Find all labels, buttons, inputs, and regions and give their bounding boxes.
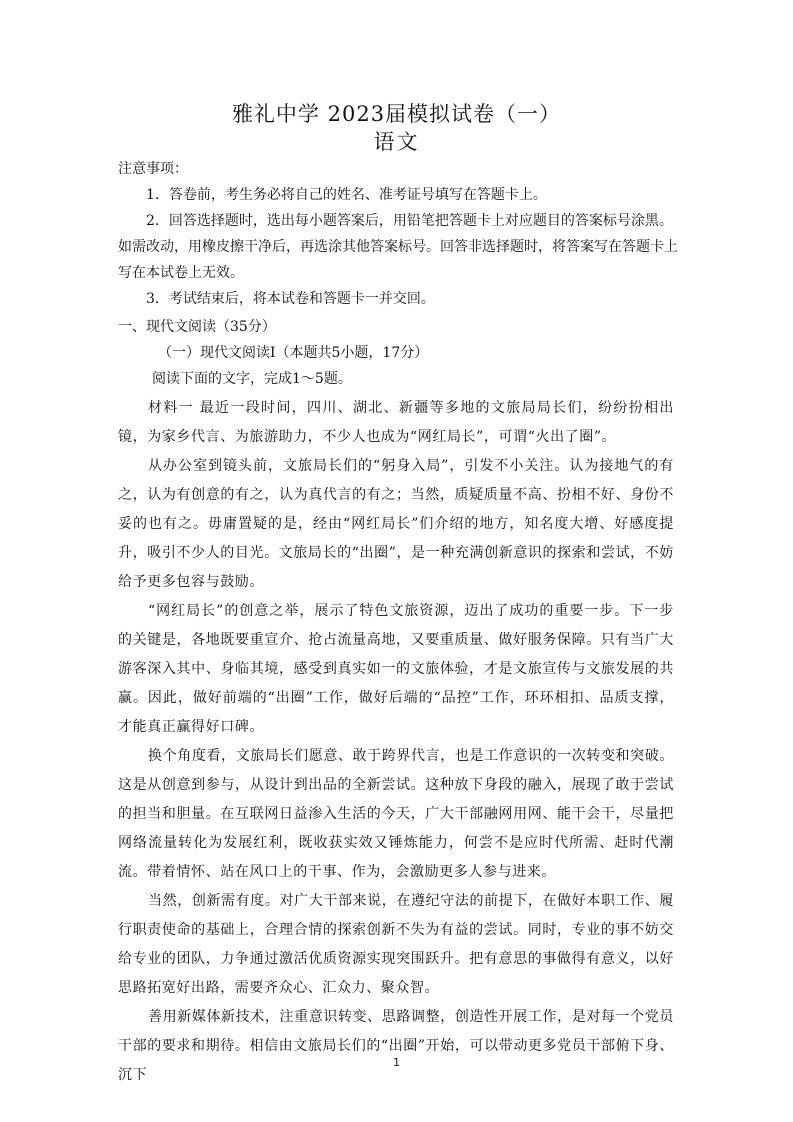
subject-title: 语文 (373, 130, 420, 154)
passage-paragraph: 当然，创新需有度。对广大干部来说，在遵纪守法的前提下，在做好本职工作、履行职责使命的基础上，合理合情的探索创新不失为有益的尝试。同时，专业的事不妨交给专业的团队，力争通过激活优质资源实现突围跃升。把有意思的事做得有意义，以好思路拓宽好出路，需要齐众心、汇众力、聚众智。 (118, 893, 674, 996)
notice-item: 2．回答选择题时，选出每小题答案后，用铅笔把答题卡上对应题目的答案标号涂黑。如需改动，用橡皮擦干净后，再选涂其他答案标号。回答非选择题时，将答案写在答题卡上写在本试卷上无效。 (118, 213, 678, 281)
page-number: 1 (393, 1056, 400, 1069)
passage-paragraph: 换个角度看，文旅局长们愿意、敢于跨界代言，也是工作意识的一次转变和突破。这是从创意到参与，从设计到出品的全新尝试。这种放下身段的融入，展现了敢于尝试的担当和胆量。在互联网日益渗入生活的今天，广大干部融网用网、能干会干，尽量把网络流量转化为发展红利，既收获实效又锤炼能力，何尝不是应时代所需、赶时代潮流。带着情怀、站在风口上的干事、作为，会激励更多人参与进来。 (118, 748, 674, 880)
reading-instruction: 阅读下面的文字，完成1～5题。 (152, 371, 352, 387)
passage-paragraph: 从办公室到镜头前，文旅局长们的“躬身入局”，引发不小关注。认为接地气的有之，认为有创意的有之，认为真代言的有之；当然，质疑质量不高、扮相不好、身份不妥的也有之。毋庸置疑的是，经由“网红局长”们介绍的地方，知名度大增、好感度提升，吸引不少人的目光。文旅局长的“出圈”，是一种充满创新意识的探索和尝试，不妨给予更多包容与鼓励。 (118, 458, 674, 590)
passage-paragraph: 材料一 最近一段时间，四川、湖北、新疆等多地的文旅局局长们，纷纷扮相出镜，为家乡代言、为旅游助力，不少人也成为“网红局长”，可谓“火出了圈”。 (118, 400, 674, 445)
reading-passage (118, 394, 674, 1090)
passage-paragraph: “网红局长”的创意之举，展示了特色文旅资源，迈出了成功的重要一步。下一步的关键是，各地既要重宣介、抢占流量高地，又要重质量、做好服务保障。只有当广大游客深入其中、身临其境，感受到真实如一的文旅体验，才是文旅宣传与文旅发展的共赢。因此，做好前端的“出圈”工作，做好后端的“品控”工作，环环相扣、品质支撑，才能真正赢得好口碑。 (118, 603, 674, 735)
notice-item: 1．答卷前，考生务必将自己的姓名、准考证号填写在答题卡上。 (146, 187, 547, 203)
section-heading-block (118, 314, 678, 392)
notice-block (118, 156, 678, 312)
notice-item: 3．考试结束后，将本试卷和答题卡一并交回。 (146, 291, 435, 307)
section-title: 一、现代文阅读（35分） (118, 319, 276, 335)
passage-paragraph: 善用新媒体新技术，注重意识转变、思路调整，创造性开展工作，是对每一个党员干部的要求和期待。相信由文旅局长们的“出圈”开始，可以带动更多党员干部俯下身、沉下 (118, 1009, 674, 1083)
subsection-title: （一）现代文阅读Ⅰ（本题共5小题，17分） (158, 345, 429, 361)
exam-title: 雅礼中学 2023届模拟试卷（一） (231, 102, 562, 126)
notice-heading: 注意事项： (118, 161, 188, 177)
